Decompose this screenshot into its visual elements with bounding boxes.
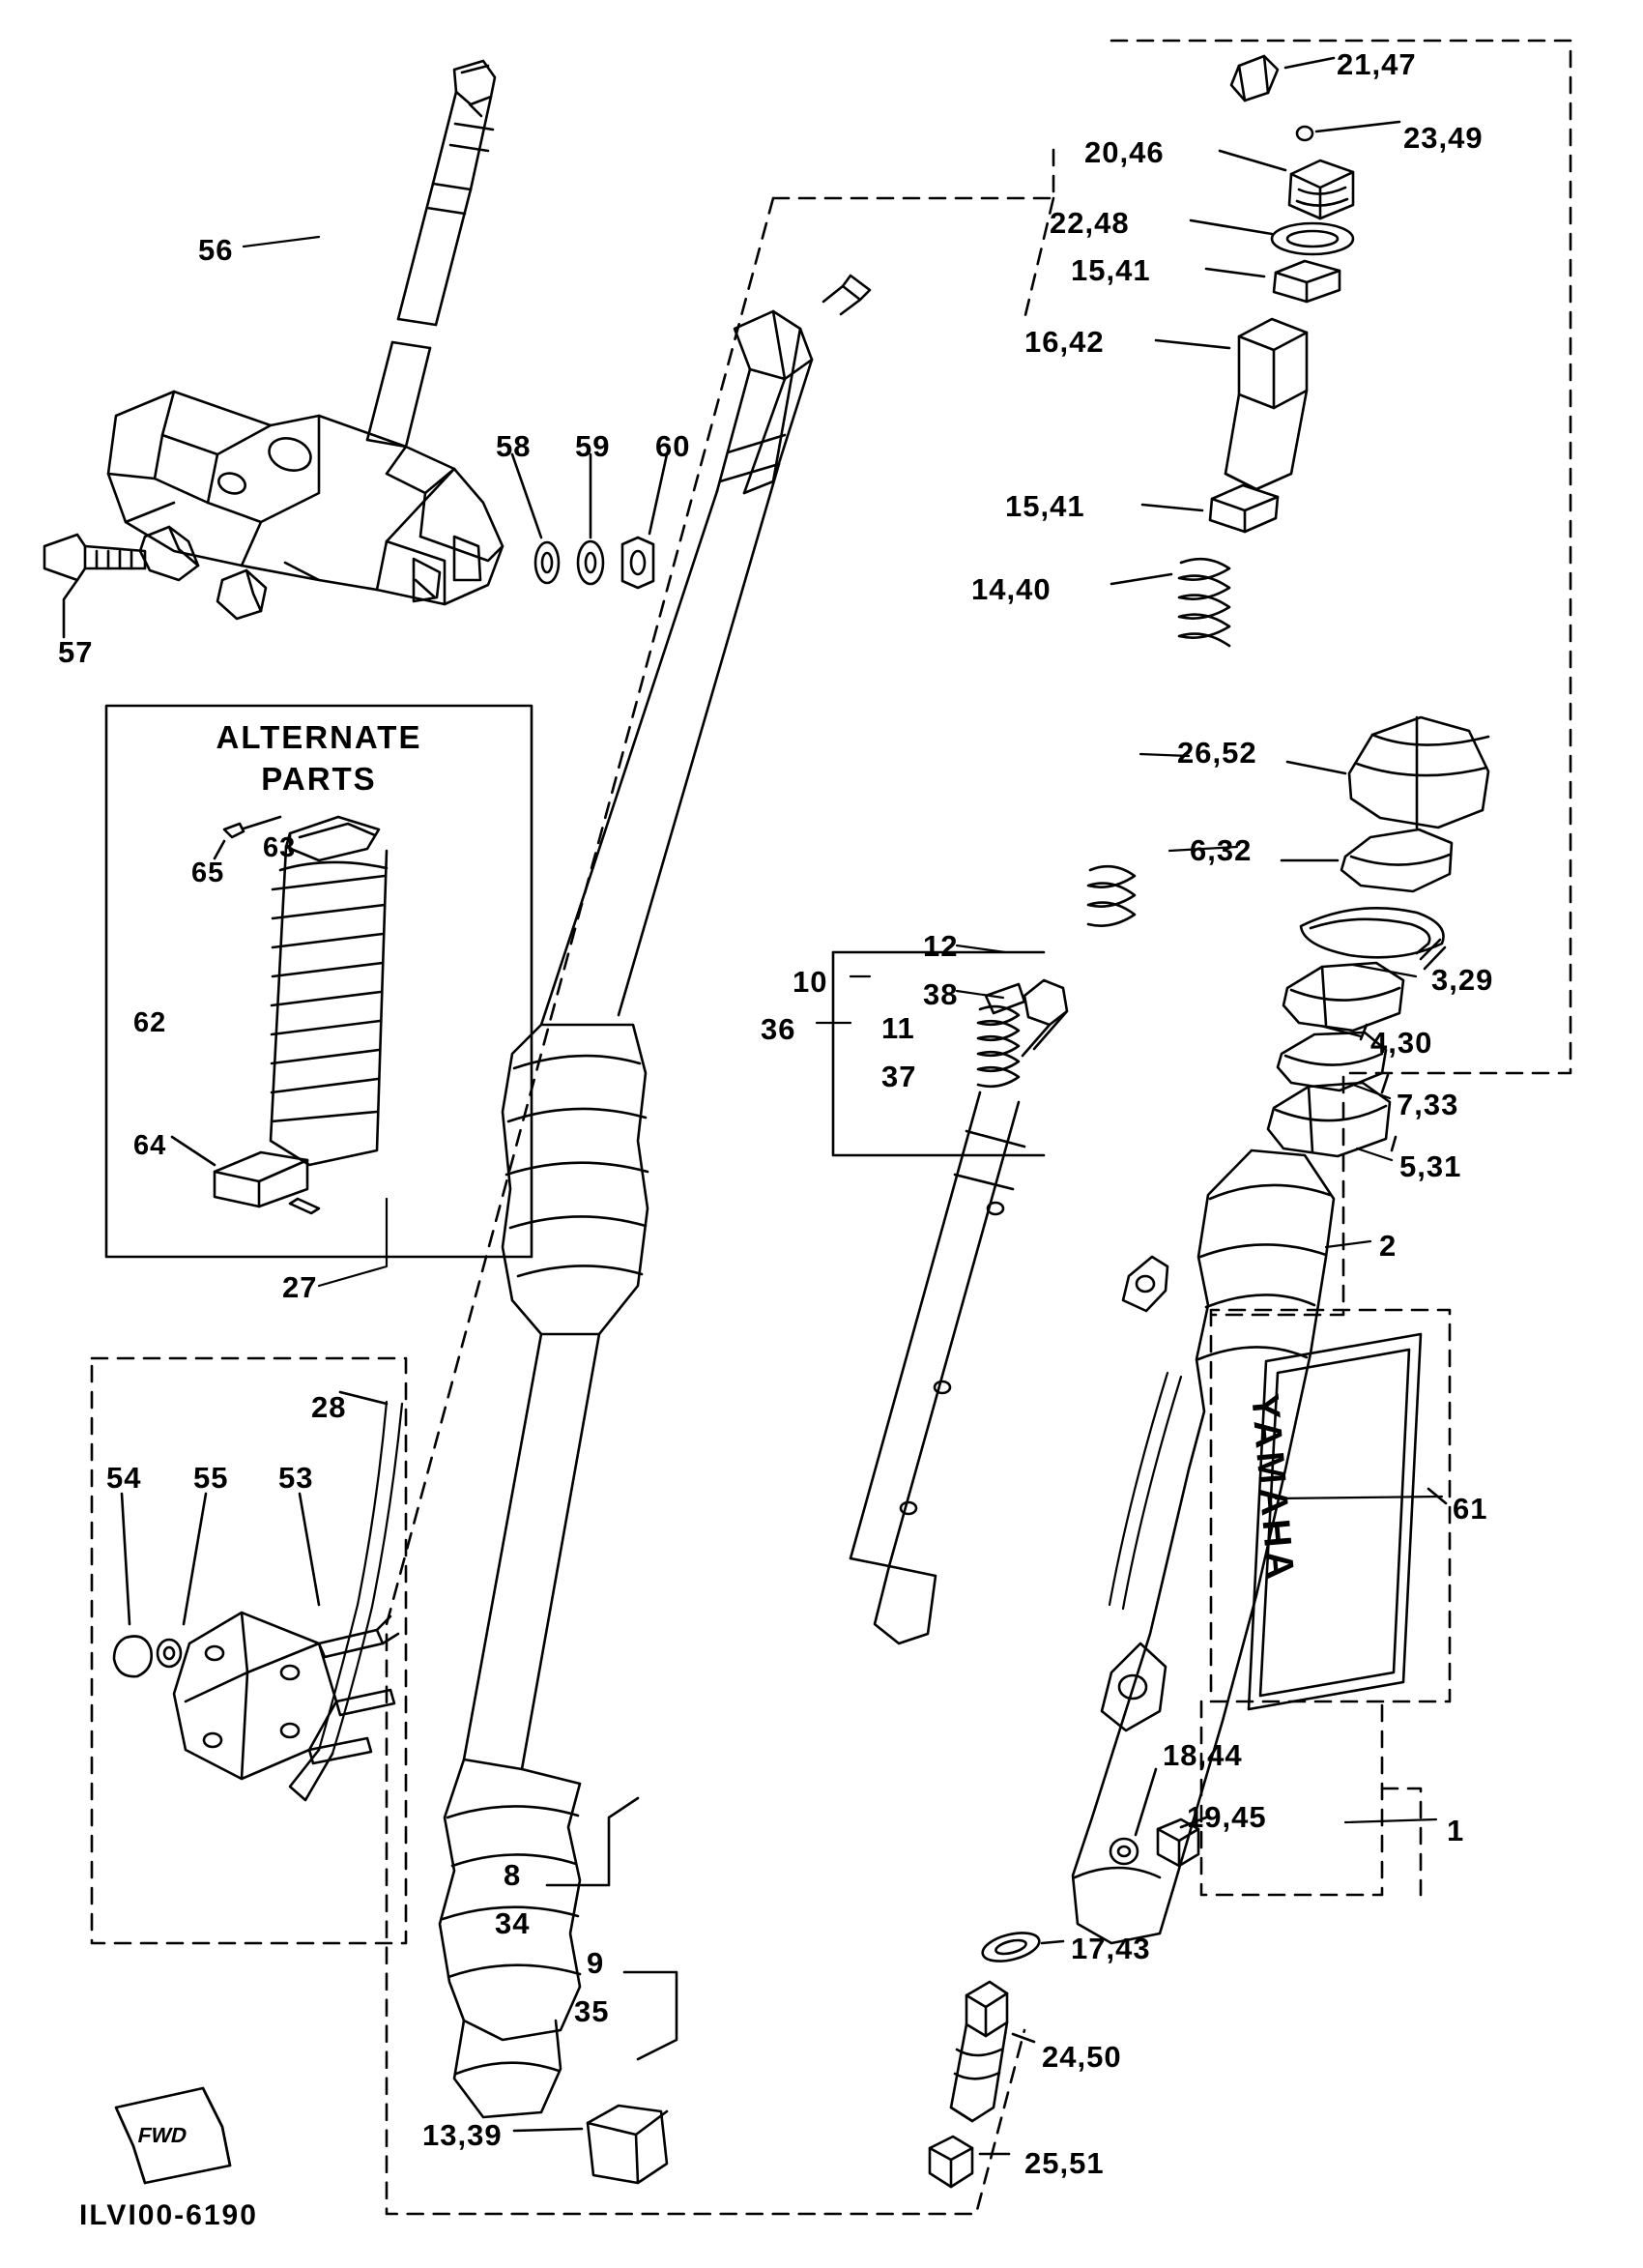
callout-16-42: 16,42 bbox=[1024, 325, 1105, 359]
callout-3-29: 3,29 bbox=[1431, 963, 1494, 997]
callout-13-39: 13,39 bbox=[422, 2118, 503, 2152]
callout-34: 34 bbox=[495, 1906, 531, 1940]
callout-4-30: 4,30 bbox=[1370, 1026, 1433, 1060]
callout-37: 37 bbox=[881, 1060, 917, 1093]
snap-ring-3-29 bbox=[1301, 908, 1445, 969]
callout-27: 27 bbox=[282, 1270, 318, 1304]
yamaha-decal-label: YAMAHA bbox=[1243, 1392, 1303, 1585]
callout-28: 28 bbox=[311, 1390, 347, 1424]
washer-55 bbox=[158, 1494, 206, 1667]
callout-59: 59 bbox=[575, 429, 611, 463]
callout-15-41: 15,41 bbox=[1005, 489, 1085, 523]
callout-24-50: 24,50 bbox=[1042, 2040, 1122, 2074]
callout-35: 35 bbox=[574, 1994, 610, 2028]
group-outline-lower-left bbox=[92, 1358, 406, 1943]
callout-53: 53 bbox=[278, 1461, 314, 1495]
diagram-part-code: ILVI00-6190 bbox=[79, 2199, 258, 2231]
leader-lines-lower-left bbox=[547, 1798, 677, 2059]
callout-17-43: 17,43 bbox=[1071, 1932, 1151, 1965]
upper-bracket-assembly bbox=[108, 392, 503, 619]
callout-9: 9 bbox=[587, 1946, 605, 1980]
fwd-label: FWD bbox=[135, 2123, 189, 2147]
hardware-60 bbox=[622, 454, 667, 588]
callout-60: 60 bbox=[655, 429, 691, 463]
callout-62: 62 bbox=[133, 1007, 167, 1038]
cap-13-39 bbox=[514, 2106, 667, 2183]
callout-64: 64 bbox=[133, 1130, 167, 1161]
cable-28 bbox=[290, 1392, 402, 1800]
hardware-18-44 bbox=[1110, 1769, 1156, 1864]
hardware-58 bbox=[512, 454, 559, 583]
callout-23-49: 23,49 bbox=[1403, 121, 1484, 155]
callout-2: 2 bbox=[1379, 1229, 1398, 1263]
callout-36: 36 bbox=[761, 1012, 796, 1046]
cap-54 bbox=[114, 1494, 152, 1676]
group-outline-main bbox=[387, 145, 1053, 2214]
callout-10: 10 bbox=[793, 965, 828, 999]
callout-57: 57 bbox=[58, 635, 94, 669]
callout-6-32: 6,32 bbox=[1190, 833, 1253, 867]
callout-56: 56 bbox=[198, 233, 234, 267]
callout-15-41: 15,41 bbox=[1071, 253, 1151, 287]
bolt-24-50 bbox=[951, 1982, 1034, 2121]
callout-65: 65 bbox=[191, 858, 225, 888]
callout-14-40: 14,40 bbox=[971, 572, 1052, 606]
callout-58: 58 bbox=[496, 429, 532, 463]
bolt-57 bbox=[44, 535, 145, 637]
callout-20-46: 20,46 bbox=[1084, 135, 1165, 169]
callout-19-45: 19,45 bbox=[1187, 1800, 1267, 1834]
callout-12: 12 bbox=[923, 929, 959, 963]
callout-1: 1 bbox=[1447, 1814, 1465, 1847]
hardware-59 bbox=[578, 454, 603, 584]
alternate-parts-title: ALTERNATE PARTS bbox=[216, 719, 422, 797]
oil-seal-6-32 bbox=[1282, 829, 1452, 891]
callout-7-33: 7,33 bbox=[1397, 1088, 1459, 1121]
callout-54: 54 bbox=[106, 1461, 142, 1495]
leader-lines bbox=[244, 237, 1442, 1822]
steering-stem-56 bbox=[367, 61, 495, 447]
callout-55: 55 bbox=[193, 1461, 229, 1495]
callout-63: 63 bbox=[263, 832, 297, 863]
group-outline-brand bbox=[1211, 1310, 1450, 1701]
callout-38: 38 bbox=[923, 977, 959, 1011]
callout-8: 8 bbox=[504, 1858, 522, 1892]
callout-61: 61 bbox=[1453, 1492, 1488, 1526]
outer-tube-27 bbox=[440, 276, 870, 2117]
group-outline-right bbox=[1111, 41, 1571, 1315]
callout-21-47: 21,47 bbox=[1337, 47, 1417, 81]
nut-25-51 bbox=[930, 2137, 1009, 2187]
group-outline-lower-right bbox=[1201, 1701, 1421, 1895]
callout-26-52: 26,52 bbox=[1177, 736, 1257, 770]
callout-18-44: 18,44 bbox=[1163, 1738, 1243, 1772]
oring-17-43 bbox=[980, 1928, 1063, 1966]
inner-rod-assembly bbox=[850, 559, 1229, 1643]
callout-11: 11 bbox=[881, 1011, 915, 1045]
dust-boot-26-52 bbox=[1287, 717, 1488, 828]
callout-22-48: 22,48 bbox=[1050, 206, 1130, 240]
callout-25-51: 25,51 bbox=[1024, 2146, 1105, 2180]
callout-5-31: 5,31 bbox=[1399, 1149, 1462, 1183]
